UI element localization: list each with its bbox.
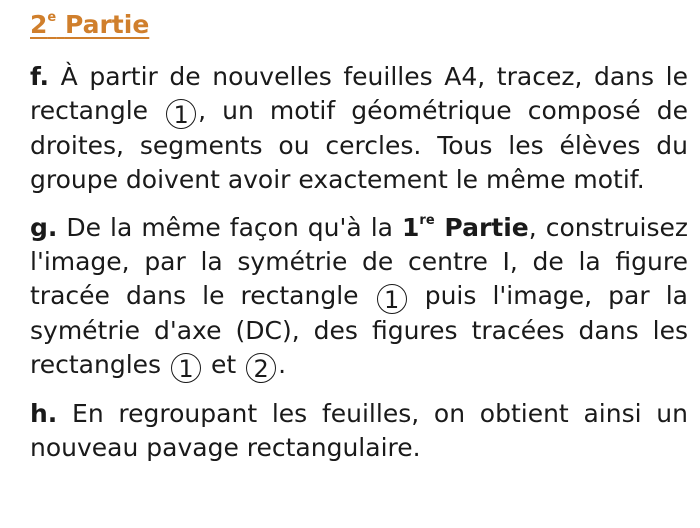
question-g-text-1: De la même façon qu'à la (66, 213, 393, 242)
section-number: 2 (30, 10, 48, 39)
question-f-label: f. (30, 62, 50, 91)
section-number-superscript: e (47, 10, 57, 25)
question-g-text-5: . (278, 350, 287, 379)
question-g-text-4: et (210, 350, 237, 379)
question-f (30, 60, 688, 197)
part-reference: 1re Partie (402, 213, 529, 242)
question-h-text: En regroupant les feuilles, on obtient ainsi un nouveau pavage rectangulaire. (30, 399, 688, 462)
circled-number-2: 2 (246, 353, 276, 383)
question-g (30, 211, 688, 383)
circled-number-1: 1 (171, 353, 201, 383)
question-f-text-2: , un motif géométrique composé de droites, segments ou cercles. Tous les élèves du groupe doivent avoir exactement le même motif. (30, 96, 688, 194)
question-f-text-1: À partir de nouvelles feuilles A4, tracez, dans le rectangle (30, 62, 688, 125)
question-g-text-3: puis l'image, par la symétrie d'axe (DC), des figures tracées dans les rectangles (30, 281, 688, 379)
question-g-text-2: , construisez l'image, par la symétrie de centre I, de la figure tracée dans le rectangle (30, 213, 689, 310)
circled-number-1: 1 (377, 284, 407, 314)
question-g-label: g. (30, 213, 58, 242)
section-word: Partie (64, 10, 150, 39)
question-h (30, 397, 688, 465)
document-page (30, 8, 688, 479)
question-h-label: h. (30, 399, 58, 428)
circled-number-1: 1 (166, 99, 196, 129)
section-title (30, 8, 688, 42)
